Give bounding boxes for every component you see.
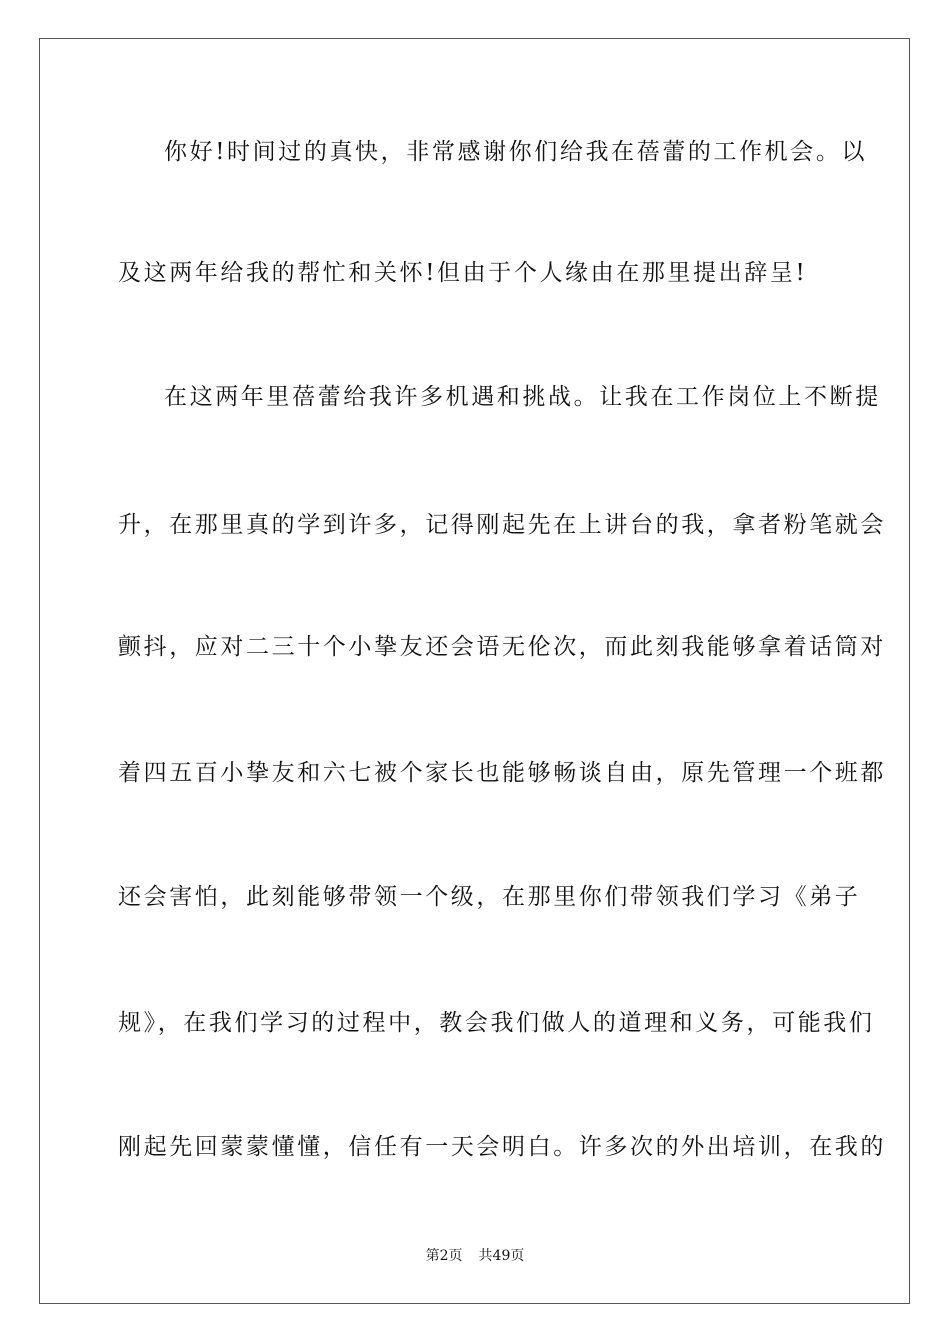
page-border — [39, 38, 910, 1304]
text-line-8: 规》，在我们学习的过程中，教会我们做人的道理和义务，可能我们 — [118, 1010, 875, 1036]
text-line-4: 升，在那里真的学到许多，记得刚起先在上讲台的我，拿者粉笔就会 — [118, 512, 886, 538]
text-line-2: 及这两年给我的帮忙和关怀!但由于个人缘由在那里提出辞呈! — [118, 260, 808, 286]
text-line-7: 还会害怕，此刻能够带领一个级，在那里你们带领我们学习《弟子 — [118, 884, 861, 910]
text-line-5: 颤抖，应对二三十个小挚友还会语无伦次，而此刻我能够拿着话筒对 — [118, 634, 886, 660]
text-line-3: 在这两年里蓓蕾给我许多机遇和挑战。让我在工作岗位上不断提 — [164, 384, 881, 410]
text-line-9: 刚起先回蒙蒙懂懂，信任有一天会明白。许多次的外出培训，在我的 — [118, 1134, 886, 1160]
text-line-6: 着四五百小挚友和六七被个家长也能够畅谈自由，原先管理一个班都 — [118, 760, 886, 786]
page-footer — [0, 1246, 950, 1266]
text-line-1: 你好!时间过的真快，非常感谢你们给我在蓓蕾的工作机会。以 — [164, 139, 868, 165]
page-number: 第2页 — [425, 1248, 463, 1264]
total-pages: 共49页 — [478, 1248, 525, 1264]
